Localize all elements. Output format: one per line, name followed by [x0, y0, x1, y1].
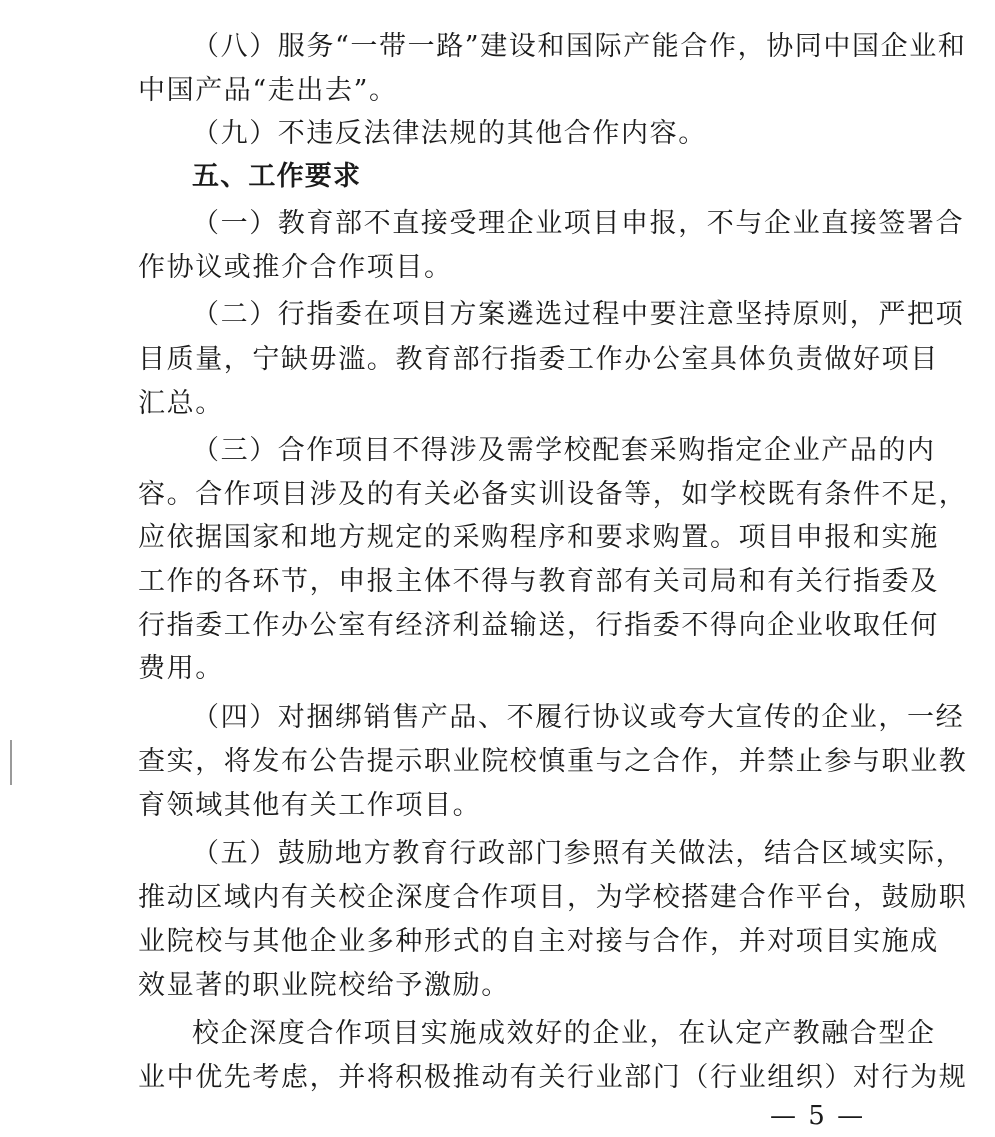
- requirement-1-line-2: 作协议或推介合作项目。: [138, 252, 453, 283]
- paragraph-9-line-1: （九）不违反法律法规的其他合作内容。: [192, 118, 707, 149]
- requirement-5-line-2: 推动区域内有关校企深度合作项目，为学校搭建合作平台，鼓励职: [138, 882, 968, 913]
- requirement-2-line-3: 汇总。: [138, 388, 224, 419]
- requirement-2-line-1: （二）行指委在项目方案遴选过程中要注意坚持原则，严把项: [192, 299, 965, 330]
- requirement-5-line-3: 业院校与其他企业多种形式的自主对接与合作，并对项目实施成: [138, 926, 939, 957]
- requirement-3-line-2: 容。合作项目涉及的有关必备实训设备等，如学校既有条件不足，: [138, 479, 968, 510]
- requirement-4-line-2: 查实，将发布公告提示职业院校慎重与之合作，并禁止参与职业教: [138, 746, 968, 777]
- requirement-5-line-1: （五）鼓励地方教育行政部门参照有关做法，结合区域实际，: [192, 838, 965, 869]
- requirement-3-line-3: 应依据国家和地方规定的采购程序和要求购置。项目申报和实施: [138, 522, 939, 553]
- page-number: — 5 —: [770, 1101, 866, 1131]
- requirement-5-line-4: 效显著的职业院校给予激励。: [138, 970, 510, 1001]
- requirement-3-line-6: 费用。: [138, 653, 224, 684]
- paragraph-8-line-1: （八）服务“一带一路”建设和国际产能合作，协同中国企业和: [192, 31, 967, 62]
- requirement-3-line-5: 行指委工作办公室有经济利益输送，行指委不得向企业收取任何: [138, 610, 939, 641]
- section-heading: 五、工作要求: [192, 161, 362, 192]
- requirement-4-line-3: 育领域其他有关工作项目。: [138, 790, 482, 821]
- requirement-1-line-1: （一）教育部不直接受理企业项目申报，不与企业直接签署合: [192, 208, 965, 239]
- requirement-3-line-1: （三）合作项目不得涉及需学校配套采购指定企业产品的内: [192, 435, 936, 466]
- requirement-4-line-1: （四）对捆绑销售产品、不履行协议或夸大宣传的企业，一经: [192, 702, 965, 733]
- requirement-3-line-4: 工作的各环节，申报主体不得与教育部有关司局和有关行指委及: [138, 566, 939, 597]
- closing-paragraph-line-1: 校企深度合作项目实施成效好的企业，在认定产教融合型企: [192, 1018, 936, 1049]
- closing-paragraph-line-2: 业中优先考虑，并将积极推动有关行业部门（行业组织）对行为规: [138, 1062, 968, 1093]
- requirement-2-line-2: 目质量，宁缺毋滥。教育部行指委工作办公室具体负责做好项目: [138, 344, 939, 375]
- scan-edge-mark: [10, 740, 12, 785]
- paragraph-8-line-2: 中国产品“走出去”。: [138, 75, 398, 106]
